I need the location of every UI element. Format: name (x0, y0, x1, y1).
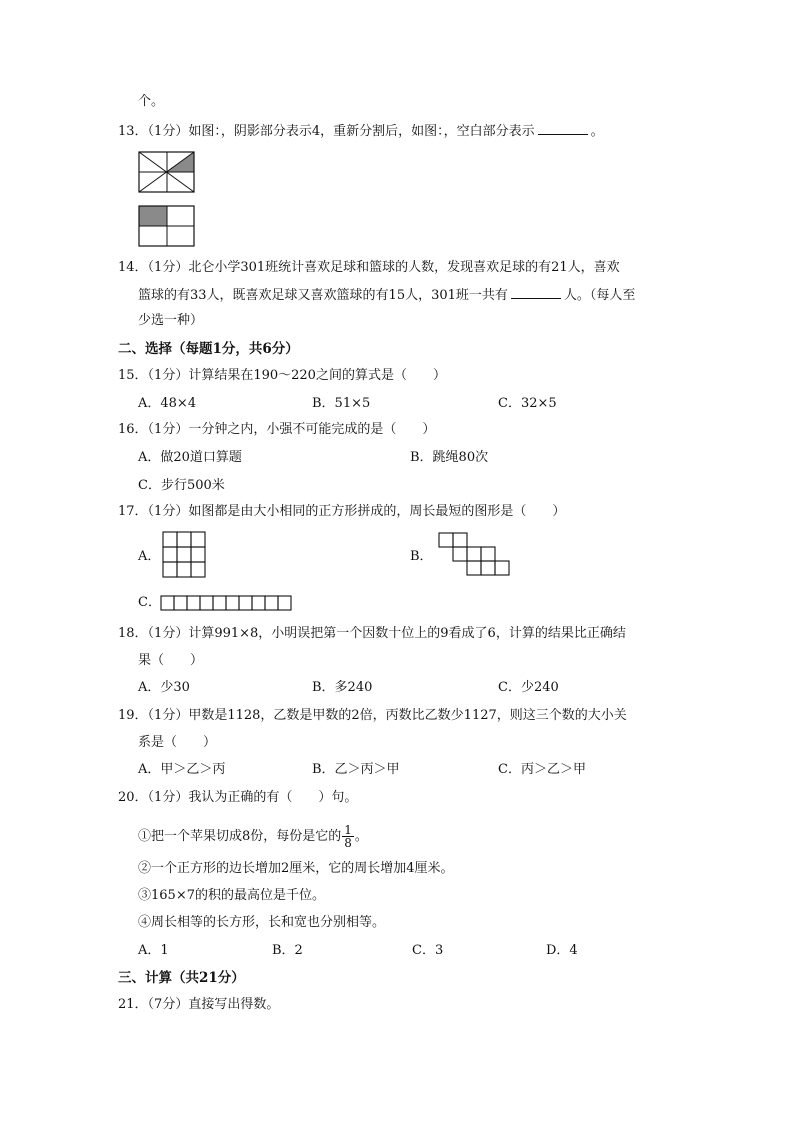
q16-option-b[interactable]: B．跳绳80次 (410, 450, 489, 465)
q15-option-a[interactable]: A．48×4 (138, 396, 197, 411)
q20-statement-1-end: 。 (354, 829, 368, 844)
section-2-title: 二、选择（每题1分，共6分） (118, 341, 299, 357)
q19-option-a[interactable]: A．甲＞乙＞丙 (138, 762, 226, 777)
q20-option-b[interactable]: B．2 (272, 943, 303, 958)
q13-figure-1 (138, 150, 196, 194)
q17-option-c[interactable]: C． (138, 595, 161, 610)
shaded-cell (139, 206, 167, 226)
section-3-title: 三、计算（共21分） (118, 970, 245, 986)
q15-option-c[interactable]: C．32×5 (498, 396, 557, 411)
fraction-numerator: 1 (344, 823, 352, 837)
q20-statement-1-text: ①把一个苹果切成8份，每份是它的 (138, 829, 342, 844)
q14-line-1: 14．（1分）北仑小学301班统计喜欢足球和篮球的人数，发现喜欢足球的有21人，喜欢 (118, 260, 620, 275)
q12-tail: 个。 (138, 94, 165, 109)
q20-statement-4: ④周长相等的长方形，长和宽也分别相等。 (138, 915, 386, 930)
q15-stem: 15．（1分）计算结果在190～220之间的算式是（ ） (118, 368, 446, 383)
q20-option-a[interactable]: A．1 (138, 943, 169, 958)
q17-option-b[interactable]: B． (410, 549, 433, 564)
q19-option-c[interactable]: C．丙＞乙＞甲 (498, 762, 586, 777)
q20-statement-1 (138, 824, 368, 849)
q17-stem: 17．（1分）如图都是由大小相同的正方形拼成的，周长最短的图形是（ ） (118, 504, 566, 519)
q17-figure-c (160, 594, 294, 614)
q14-line-3: 少选一种） (138, 313, 204, 328)
q14-text-a: 篮球的有33人，既喜欢足球又喜欢篮球的有15人，301班一共有 (138, 288, 508, 303)
fraction-denominator: 8 (344, 836, 352, 850)
q14-text-b: 人。（每人至 (563, 288, 636, 303)
q17-option-a[interactable]: A． (138, 549, 161, 564)
q17-figure-b (438, 532, 514, 578)
q19-line-2: 系是（ ） (138, 735, 217, 750)
q18-line-2: 果（ ） (138, 653, 204, 668)
q15-option-b[interactable]: B．51×5 (312, 396, 371, 411)
q20-stem: 20．（1分）我认为正确的有（ ）句。 (118, 790, 358, 805)
q20-statement-3: ③165×7的积的最高位是千位。 (138, 888, 325, 903)
q16-option-c[interactable]: C．步行500米 (138, 478, 225, 493)
q13-answer-blank[interactable] (538, 122, 588, 135)
q13-stem (118, 122, 604, 141)
q17-figure-a (162, 531, 208, 579)
q18-line-1: 18．（1分）计算991×8，小明误把第一个因数十位上的9看成了6，计算的结果比正确结 (118, 626, 626, 641)
q16-option-a[interactable]: A．做20道口算题 (138, 450, 242, 465)
q14-answer-blank[interactable] (511, 286, 561, 299)
q13-figure-2 (138, 204, 196, 248)
q16-stem: 16．（1分）一分钟之内，小强不可能完成的是（ ） (118, 422, 436, 437)
q18-option-b[interactable]: B．多240 (312, 680, 373, 695)
q18-option-a[interactable]: A．少30 (138, 680, 190, 695)
q14-line-2 (138, 286, 635, 305)
q19-line-1: 19．（1分）甲数是1128，乙数是甲数的2倍，丙数比乙数少1127，则这三个数的大小关 (118, 708, 627, 723)
q21-stem: 21．（7分）直接写出得数。 (118, 997, 280, 1012)
q13-text: 13．（1分）如图：，阴影部分表示4，重新分割后，如图：，空白部分表示 (118, 124, 535, 139)
q20-option-c[interactable]: C．3 (412, 943, 444, 958)
q13-text-end: 。 (590, 124, 604, 139)
q19-option-b[interactable]: B．乙＞丙＞甲 (312, 762, 400, 777)
q20-option-d[interactable]: D．4 (546, 943, 578, 958)
fraction-one-eighth (342, 824, 354, 849)
q20-statement-2: ②一个正方形的边长增加2厘米，它的周长增加4厘米。 (138, 861, 454, 876)
q18-option-c[interactable]: C．少240 (498, 680, 559, 695)
